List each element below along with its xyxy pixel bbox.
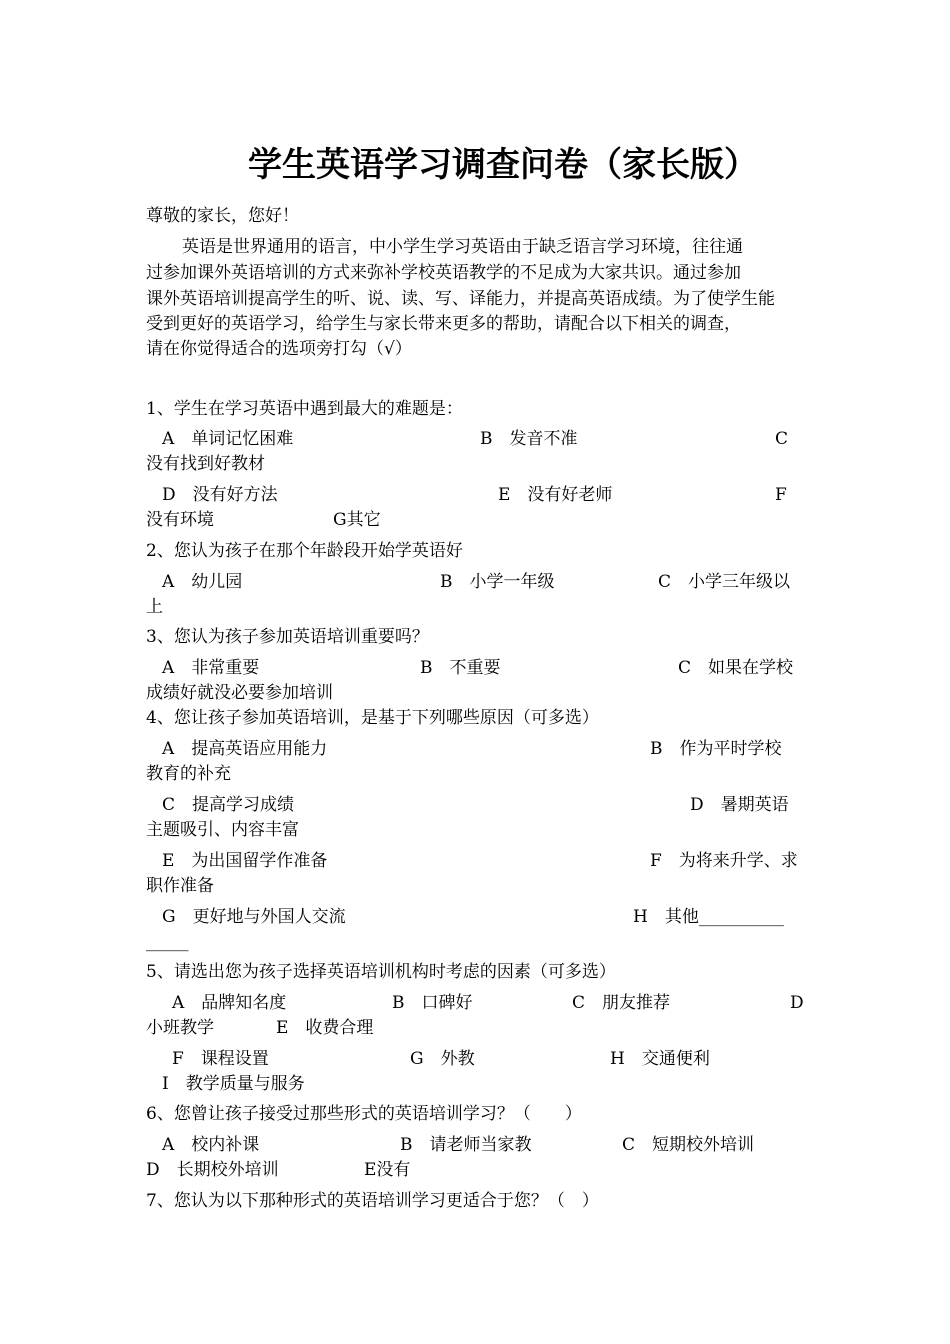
- option-h[interactable]: H 其他__________: [633, 907, 784, 927]
- option-e[interactable]: E 收费合理: [276, 1018, 374, 1038]
- option-f[interactable]: F 课程设置: [172, 1049, 269, 1069]
- option-c[interactable]: C 朋友推荐: [572, 993, 671, 1013]
- option-b[interactable]: B 发音不准: [480, 429, 578, 449]
- question-text: 3、您认为孩子参加英语培训重要吗？: [146, 627, 429, 647]
- option-c[interactable]: C 提高学习成绩: [162, 795, 295, 815]
- option-a[interactable]: A 校内补课: [162, 1135, 260, 1155]
- option-b[interactable]: B 口碑好: [392, 993, 473, 1013]
- option-d[interactable]: D 没有好方法: [162, 485, 278, 505]
- option-c[interactable]: C: [775, 429, 789, 449]
- option-g[interactable]: G 外教: [410, 1049, 475, 1069]
- intro-line: 课外英语培训提高学生的听、说、读、写、译能力，并提高英语成绩。为了使学生能: [146, 289, 775, 309]
- option-a[interactable]: A 品牌知名度: [172, 993, 287, 1013]
- option-d-wrap: 主题吸引、内容丰富: [146, 820, 299, 840]
- greeting: 尊敬的家长，您好！: [146, 206, 299, 226]
- option-b[interactable]: B 小学一年级: [440, 572, 555, 592]
- option-b[interactable]: B 作为平时学校: [650, 739, 782, 759]
- option-f-wrap: 职作准备: [146, 876, 214, 896]
- intro-line: 受到更好的英语学习，给学生与家长带来更多的帮助，请配合以下相关的调查，: [146, 314, 741, 334]
- option-d-wrap: 小班教学: [146, 1018, 214, 1038]
- option-a[interactable]: A 单词记忆困难: [162, 429, 294, 449]
- question-text: 4、您让孩子参加英语培训，是基于下列哪些原因（可多选）: [146, 708, 599, 728]
- question-text: 1、学生在学习英语中遇到最大的难题是：: [146, 399, 463, 419]
- question-text: 2、您认为孩子在那个年龄段开始学英语好: [146, 541, 463, 561]
- option-c-wrap: 成绩好就没必要参加培训: [146, 683, 333, 703]
- option-c-wrap: 上: [146, 597, 163, 617]
- option-c[interactable]: C 如果在学校: [678, 658, 794, 678]
- option-f[interactable]: F: [775, 485, 787, 505]
- page-title: 学生英语学习调查问卷（家长版）: [248, 145, 758, 185]
- option-g[interactable]: G 更好地与外国人交流: [162, 907, 346, 927]
- option-d[interactable]: D 长期校外培训: [146, 1160, 279, 1180]
- option-e[interactable]: E 没有好老师: [498, 485, 613, 505]
- option-a[interactable]: A 提高英语应用能力: [162, 739, 328, 759]
- option-a[interactable]: A 非常重要: [162, 658, 260, 678]
- option-f-wrap: 没有环境: [146, 510, 214, 530]
- intro-line: 过参加课外英语培训的方式来弥补学校英语教学的不足成为大家共识。通过参加: [146, 263, 741, 283]
- option-d[interactable]: D: [790, 993, 804, 1013]
- option-c-wrap: 没有找到好教材: [146, 454, 265, 474]
- option-b-wrap: 教育的补充: [146, 764, 231, 784]
- option-a[interactable]: A 幼儿园: [162, 572, 243, 592]
- option-h-wrap: _____: [146, 932, 189, 952]
- question-text: 5、请选出您为孩子选择英语培训机构时考虑的因素（可多选）: [146, 962, 616, 982]
- option-i[interactable]: I 教学质量与服务: [162, 1074, 305, 1094]
- question-text: 6、您曾让孩子接受过那些形式的英语培训学习？（ ）: [146, 1104, 582, 1124]
- option-h[interactable]: H 交通便利: [610, 1049, 710, 1069]
- option-g[interactable]: G其它: [333, 510, 381, 530]
- intro-line: 英语是世界通用的语言，中小学生学习英语由于缺乏语言学习环境，往往通: [182, 237, 743, 257]
- question-text: 7、您认为以下那种形式的英语培训学习更适合于您？（ ）: [146, 1191, 599, 1211]
- option-c[interactable]: C 小学三年级以: [658, 572, 791, 592]
- option-f[interactable]: F 为将来升学、求: [650, 851, 798, 871]
- option-e[interactable]: E 为出国留学作准备: [162, 851, 328, 871]
- option-e[interactable]: E没有: [364, 1160, 411, 1180]
- option-d[interactable]: D 暑期英语: [690, 795, 789, 815]
- option-b[interactable]: B 不重要: [420, 658, 501, 678]
- option-c[interactable]: C 短期校外培训: [622, 1135, 755, 1155]
- option-b[interactable]: B 请老师当家教: [400, 1135, 532, 1155]
- intro-line: 请在你觉得适合的选项旁打勾（√）: [146, 339, 412, 359]
